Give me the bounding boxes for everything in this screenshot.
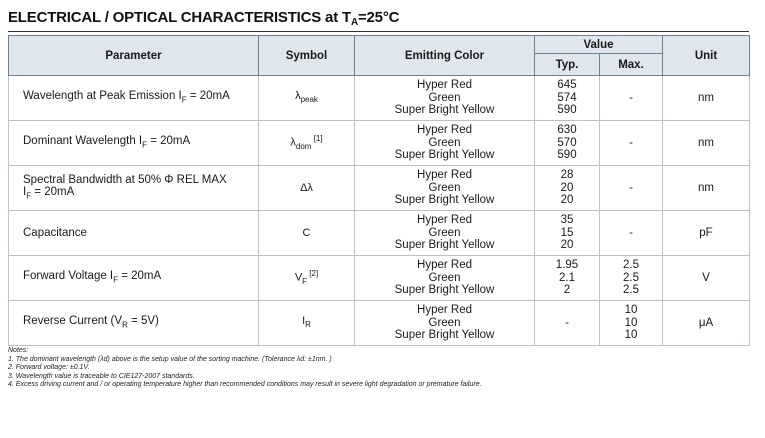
header-emitting-color: Emitting Color (355, 36, 535, 76)
parameter-cell: Reverse Current $(V_R = 5V)$ (9, 301, 259, 346)
parameter-cell: Spectral Bandwidth at 50% Φ REL MAX $I_F = 20mA$ (9, 166, 259, 211)
typ-cell: 35 15 20 (535, 211, 600, 256)
max-cell: - (600, 76, 663, 121)
emitting-color-cell: Hyper Red Green Super Bright Yellow (355, 166, 535, 211)
max-cell: 2.5 2.5 2.5 (600, 256, 663, 301)
typ-cell: 1.95 2.1 2 (535, 256, 600, 301)
emitting-color-cell: Hyper Red Green Super Bright Yellow (355, 211, 535, 256)
typ-cell: 645 574 590 (535, 76, 600, 121)
unit-cell: nm (663, 166, 750, 211)
unit-cell: nm (663, 121, 750, 166)
symbol-cell: Δλ (259, 166, 355, 211)
title-subscript: A (350, 17, 358, 28)
table-row (9, 121, 750, 166)
note-item: 3. Wavelength value is traceable to CIE127-2007 standards. (8, 372, 195, 380)
parameter-cell: Capacitance (9, 211, 259, 256)
characteristics-table (8, 35, 750, 346)
max-cell: - (600, 211, 663, 256)
unit-cell: pF (663, 211, 750, 256)
unit-cell: nm (663, 76, 750, 121)
table-row (9, 301, 750, 346)
max-cell: - (600, 121, 663, 166)
header-unit: Unit (663, 36, 750, 76)
note-item: 1. The dominant wavelength (λd) above is the setup value of the sorting machine. (Tolerance λd: ±1nm. ) (8, 355, 332, 363)
typ-cell: 630 570 590 (535, 121, 600, 166)
header-parameter: Parameter (9, 36, 259, 76)
symbol-cell: $I_R$ (259, 301, 355, 346)
title-rule (8, 31, 749, 32)
parameter-cell: Wavelength at Peak Emission $I_F = 20mA$ (9, 76, 259, 121)
typ-cell: 28 20 20 (535, 166, 600, 211)
unit-cell: μA (663, 301, 750, 346)
table-row (9, 211, 750, 256)
note-item: 4. Excess driving current and / or operating temperature higher than recommended conditions may result in severe light degradation or premature failure. (8, 381, 482, 389)
emitting-color-cell: Hyper Red Green Super Bright Yellow (355, 256, 535, 301)
header-value: Value (535, 36, 663, 54)
table-row (9, 256, 750, 301)
table-row (9, 76, 750, 121)
header-typ: Typ. (535, 54, 600, 76)
notes-heading: Notes: (8, 347, 29, 354)
symbol-cell: $\lambda_{peak}$ (259, 76, 355, 121)
emitting-color-cell: Hyper Red Green Super Bright Yellow (355, 76, 535, 121)
table-row (9, 166, 750, 211)
symbol-cell: $V_F$ [2] (259, 256, 355, 301)
title-suffix: =25°C (357, 9, 400, 26)
parameter-cell: Forward Voltage $I_F = 20mA$ (9, 256, 259, 301)
unit-cell: V (663, 256, 750, 301)
max-cell: 10 10 10 (600, 301, 663, 346)
note-item: 2. Forward voltage: ±0.1V. (8, 364, 90, 372)
max-cell: - (600, 166, 663, 211)
emitting-color-cell: Hyper Red Green Super Bright Yellow (355, 121, 535, 166)
symbol-cell: C (259, 211, 355, 256)
header-max: Max. (600, 54, 663, 76)
typ-cell: - (535, 301, 600, 346)
symbol-cell: $\lambda_{dom}$ [1] (259, 121, 355, 166)
section-title (8, 9, 399, 28)
title-prefix: ELECTRICAL / OPTICAL CHARACTERISTICS at T (8, 9, 351, 26)
emitting-color-cell: Hyper Red Green Super Bright Yellow (355, 301, 535, 346)
notes-section (8, 347, 482, 390)
parameter-cell: Dominant Wavelength $I_F = 20mA$ (9, 121, 259, 166)
header-symbol: Symbol (259, 36, 355, 76)
